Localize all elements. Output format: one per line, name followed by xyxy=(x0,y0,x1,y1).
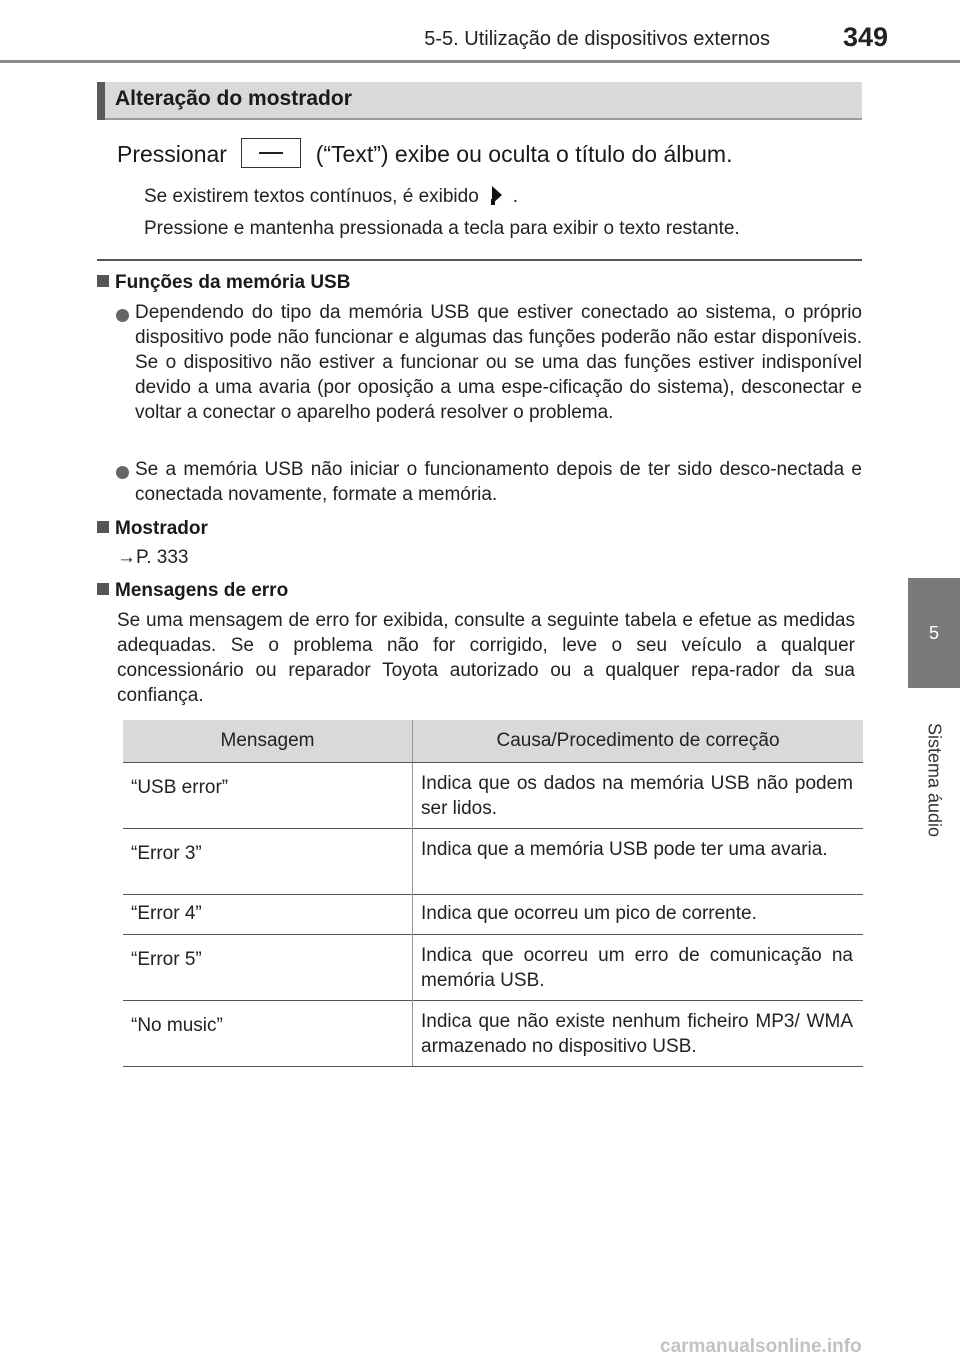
table-cell-cause: Indica que ocorreu um erro de comunicação na memória USB. xyxy=(413,935,864,1001)
table-cell-message: “No music” xyxy=(123,1001,413,1067)
table-header: Mensagem xyxy=(123,720,413,763)
display-page-ref[interactable]: →P. 333 xyxy=(117,547,189,568)
table-cell-cause: Indica que os dados na memória USB não podem ser lidos. xyxy=(413,763,864,829)
errors-heading: Mensagens de erro xyxy=(97,580,288,602)
note-1-before: Se existirem textos contínuos, é exibido xyxy=(144,186,479,207)
table-cell-cause: Indica que não existe nenhum ficheiro MP3/ WMA armazenado no dispositivo USB. xyxy=(413,1001,864,1067)
errors-intro: Se uma mensagem de erro for exibida, consulte a seguinte tabela e efetue as medidas adequadas. Se o problema não for corrigido, leve o seu veículo a qualquer concessionário ou reparador Toyota autorizado ou a qualquer repa-rador da sua confiança. xyxy=(117,610,855,706)
arrow-right-icon xyxy=(491,185,503,205)
table-cell-message: “USB error” xyxy=(123,763,413,829)
table-row xyxy=(123,829,863,895)
text-button-icon xyxy=(241,138,301,168)
error-table xyxy=(123,720,863,1067)
section-title: Alteração do mostrador xyxy=(115,87,352,110)
square-bullet-icon xyxy=(97,275,109,287)
separator-rule xyxy=(97,259,862,261)
section-title-bar xyxy=(97,82,862,120)
header-rule xyxy=(0,60,960,63)
note-line-1 xyxy=(144,186,518,208)
table-row xyxy=(123,935,863,1001)
usb-bullet-2: Se a memória USB não iniciar o funcionamento depois de ter sido desco-nectada e conectada novamente, formate a memória. xyxy=(135,459,862,505)
table-header-row xyxy=(123,720,863,763)
chapter-tab-number: 5 xyxy=(908,578,960,688)
usb-bullet-1: Dependendo do tipo da memória USB que estiver conectado ao sistema, o próprio dispositivo pode não funcionar e algumas das funções poderão não estar disponíveis. Se o dispositivo não estiver a funcionar ou se uma das funções estiver indisponível devido a uma avaria (por oposição a uma espe-cificação do sistema), desconectar e voltar a conectar o aparelho poderá resolver o problema. xyxy=(135,302,862,423)
table-row xyxy=(123,895,863,935)
note-1-after: . xyxy=(512,186,519,207)
table-header: Causa/Procedimento de correção xyxy=(413,720,864,763)
bullet-icon xyxy=(116,309,129,322)
page-number: 349 xyxy=(842,22,888,52)
table-cell-message: “Error 4” xyxy=(123,895,413,935)
square-bullet-icon xyxy=(97,521,109,533)
section-header: 5-5. Utilização de dispositivos externos xyxy=(424,28,770,50)
table-cell-cause: Indica que a memória USB pode ter uma avaria. xyxy=(413,829,864,895)
table-cell-message: “Error 3” xyxy=(123,829,413,895)
chapter-tab-label: Sistema áudio xyxy=(924,722,945,838)
usb-functions-heading: Funções da memória USB xyxy=(97,272,350,294)
bullet-icon xyxy=(116,466,129,479)
square-bullet-icon xyxy=(97,583,109,595)
instruction-before: Pressionar xyxy=(117,141,227,168)
table-row xyxy=(123,763,863,829)
table-row xyxy=(123,1001,863,1067)
watermark: carmanualsonline.info xyxy=(660,1336,862,1357)
instruction-line xyxy=(117,141,732,171)
instruction-after: (“Text”) exibe ou oculta o título do álbum. xyxy=(315,141,733,168)
title-accent xyxy=(97,82,105,120)
display-heading: Mostrador xyxy=(97,518,208,540)
note-line-2: Pressione e mantenha pressionada a tecla para exibir o texto restante. xyxy=(144,218,740,239)
table-cell-cause: Indica que ocorreu um pico de corrente. xyxy=(413,895,864,935)
table-cell-message: “Error 5” xyxy=(123,935,413,1001)
